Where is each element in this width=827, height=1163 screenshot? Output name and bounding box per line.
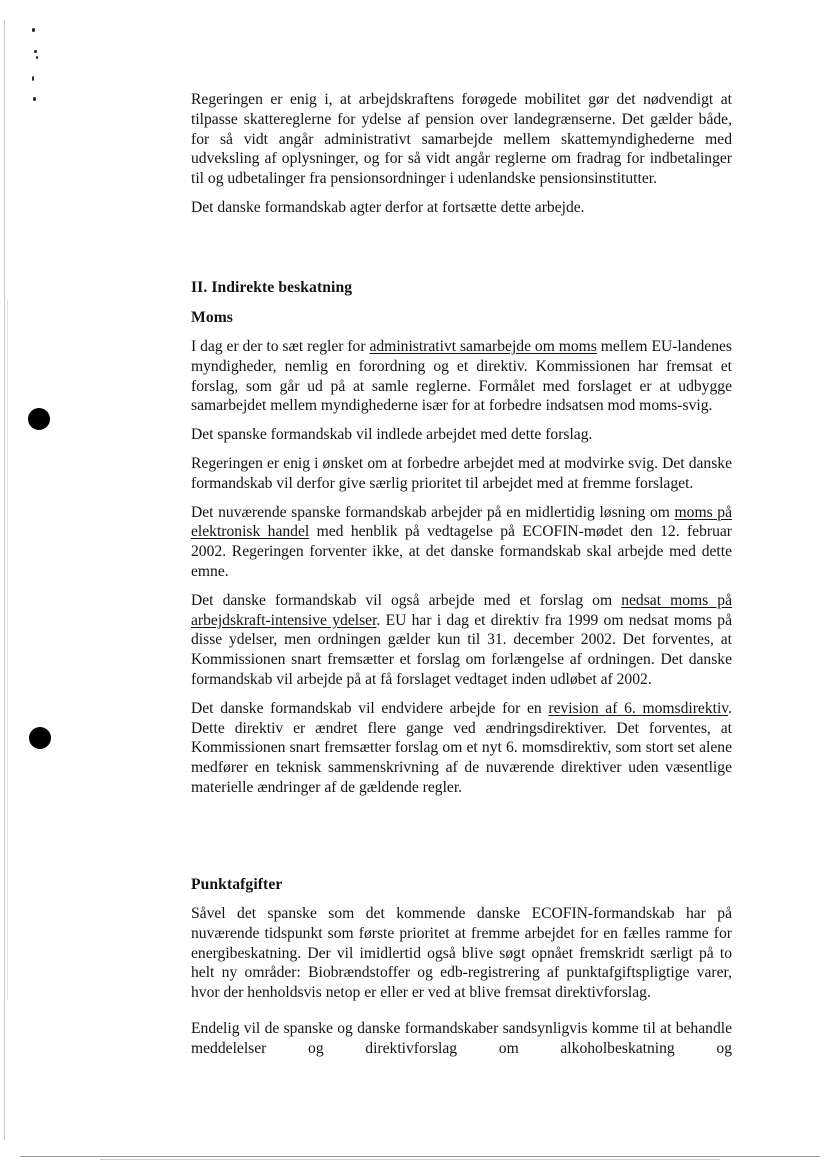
scan-bottom-line bbox=[20, 1156, 820, 1157]
punktafgifter-section bbox=[191, 875, 732, 1059]
moms-paragraph-1 bbox=[191, 337, 732, 416]
section-heading-block bbox=[191, 278, 732, 298]
punch-hole bbox=[28, 408, 50, 430]
link-revision-momsdirektiv[interactable]: revision af 6. momsdirektiv bbox=[548, 699, 729, 717]
text-run: med henblik på vedtagelse på ECOFIN-mødet den 12. februar 2002. Regeringen forventer ikke, at det danske formandskab skal arbejde med dette emne. bbox=[191, 523, 732, 580]
text-run: Det danske formandskab vil endvidere arbejde for en bbox=[191, 699, 549, 717]
text-run: mellem EU-landenes myndigheder, nemlig en forordning og et direktiv. Kommissionen har fremsat et forslag, som går ud på at samle reglerne. Formålet med forslaget er at udbygge samarbejdet mellem myndighederne især for at forbedre indsatsen mod moms-svig. bbox=[191, 338, 732, 415]
scan-speck bbox=[32, 76, 34, 81]
moms-section bbox=[191, 308, 732, 798]
intro-paragraph: Regeringen er enig i, at arbejdskraftens forøgede mobilitet gør det nødvendigt at tilpasse skattereglerne for ydelse af pension over landegrænserne. Det gælder både, for så vidt angår administrativt samarbejde mellem skattemyndighederne med udveksling af oplysninger, og for så vidt angår reglerne om fradrag for indbetalinger til og udbetalinger fra pensionsordninger i udenlandske pensionsinstitutter. bbox=[191, 91, 732, 188]
scan-speck bbox=[36, 56, 38, 59]
moms-paragraph-6 bbox=[191, 699, 732, 798]
moms-heading: Moms bbox=[191, 309, 233, 326]
scan-speck bbox=[33, 97, 36, 101]
punktafgifter-paragraph-2: Endelig vil de spanske og danske formandskaber sandsynligvis komme til at behandle meddelelser og direktivforslag om alkoholbeskatning og bbox=[191, 1019, 732, 1057]
text-run: Det nuværende spanske formandskab arbejder på en midlertidig løsning om bbox=[191, 503, 675, 521]
text-run: . Dette direktiv er ændret flere gange ved ændringsdirektiver. Det forventes, at Kommissionen snart fremsætter forslag om et nyt 6. momsdirektiv, som stort set alene medfører en teknisk sammenskrivning af de nuværende direktiver uden væsentlige materielle ændringer af de gældende regler. bbox=[191, 699, 732, 796]
moms-paragraph-2: Det spanske formandskab vil indlede arbejdet med dette forslag. bbox=[191, 426, 593, 444]
punktafgifter-heading: Punktafgifter bbox=[191, 876, 283, 893]
link-administrativt-samarbejde[interactable]: administrativt samarbejde om moms bbox=[369, 338, 597, 355]
text-run: . EU har i dag et direktiv fra 1999 om nedsat moms på disse ydelser, men ordningen gælder kun til 31. december 2002. Det forventes, at Kommissionen snart fremsætter et forslag om forlængelse af ordningen. Det danske formandskab vil arbejde på at få forslaget vedtaget inden udløbet af 2002. bbox=[191, 611, 732, 688]
text-run: I dag er der to sæt regler for bbox=[191, 338, 370, 355]
moms-paragraph-3: Regeringen er enig i ønsket om at forbedre arbejdet med at modvirke svig. Det danske formandskab vil derfor give særlig prioritet til arbejdet med at fremme forslaget. bbox=[191, 454, 732, 492]
punktafgifter-paragraph-1: Såvel det spanske som det kommende danske ECOFIN-formandskab har på nuværende tidspunkt som første prioritet at fremme arbejdet for en fælles ramme for energibeskatning. Der vil imidlertid også blive søgt opnået fremskridt særligt på to helt ny områder: Biobrændstoffer og edb-registrering af punktafgiftspligtige varer, hvor der henholdsvis netop er eller er ved at blive fremsat direktivforslag. bbox=[191, 905, 732, 1002]
moms-paragraph-4 bbox=[191, 503, 732, 582]
moms-paragraph-5 bbox=[191, 591, 732, 690]
link-nedsat-moms[interactable]: nedsat moms på arbejdskraft-intensive ydelser bbox=[191, 591, 733, 629]
section-heading: II. Indirekte beskatning bbox=[191, 279, 353, 296]
punch-hole bbox=[29, 727, 51, 749]
scan-edge-line bbox=[4, 20, 5, 1140]
text-run: Det danske formandskab vil også arbejde med et forslag om bbox=[191, 591, 622, 609]
scan-bottom-line bbox=[100, 1159, 720, 1160]
intro-paragraph: Det danske formandskab agter derfor at fortsætte dette arbejde. bbox=[191, 198, 585, 216]
scan-speck bbox=[34, 50, 37, 53]
link-moms-elektronisk-handel[interactable]: moms på elektronisk handel bbox=[191, 503, 732, 541]
scan-speck bbox=[32, 28, 35, 32]
scan-edge-line bbox=[7, 300, 8, 1000]
intro-section bbox=[191, 90, 732, 218]
